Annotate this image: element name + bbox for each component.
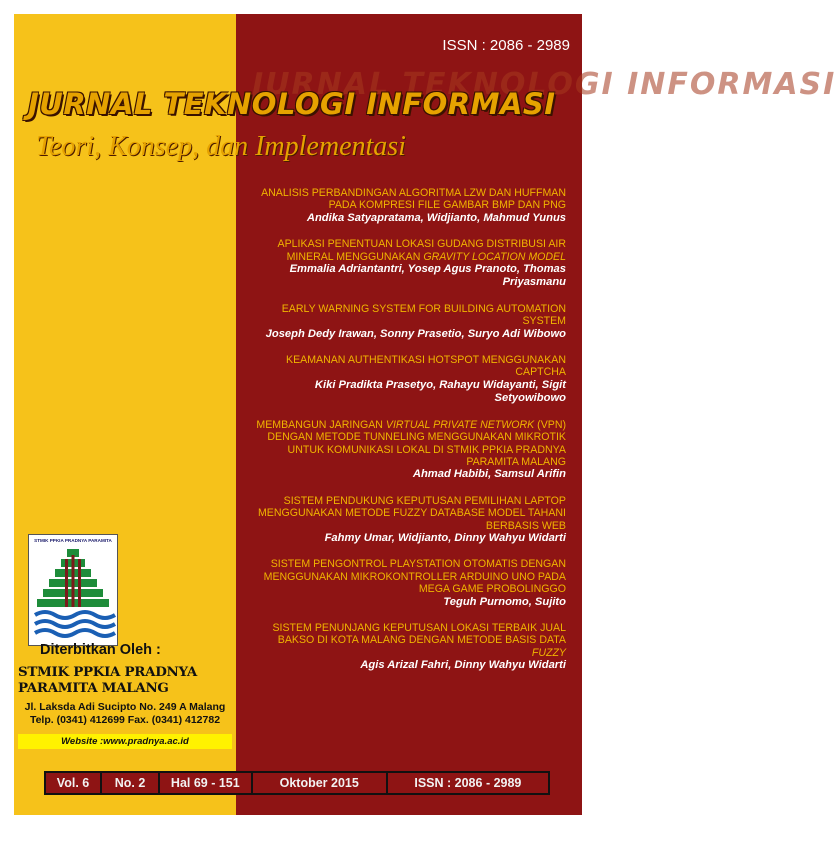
publisher-website[interactable]: Website :www.pradnya.ac.id: [18, 734, 232, 749]
article-item[interactable]: [246, 238, 566, 290]
article-item[interactable]: [246, 622, 566, 673]
article-authors: Emmalia Adriantantri, Yosep Agus Pranoto, Thomas Priyasmanu: [289, 263, 566, 289]
publisher-address: Jl. Laksda Adi Sucipto No. 249 A Malang: [24, 701, 226, 713]
date-cell: Oktober 2015: [251, 771, 388, 795]
publisher-contact: [14, 701, 236, 727]
published-by-label: Diterbitkan Oleh :: [40, 642, 161, 658]
pages-cell: Hal 69 - 151: [158, 771, 253, 795]
article-authors: Kiki Pradikta Prasetyo, Rahayu Widayanti, Sigit Setyowibowo: [314, 378, 566, 405]
article-item[interactable]: [246, 495, 566, 546]
article-title: SISTEM PENGONTROL PLAYSTATION OTOMATIS DENGAN MENGGUNAKAN MIKROKONTROLLER ARDUINO UNO PADA MEGA GAME PROBOLINGGO: [263, 558, 566, 596]
article-item[interactable]: [246, 419, 566, 482]
article-title: SISTEM PENDUKUNG KEPUTUSAN PEMILIHAN LAPTOP MENGGUNAKAN METODE FUZZY DATABASE MODEL TAHANI BERBASIS WEB: [257, 494, 566, 532]
article-item[interactable]: [246, 303, 566, 341]
journal-title: JURNAL TEKNOLOGI INFORMASI: [28, 87, 556, 121]
article-list: [246, 187, 566, 686]
journal-subtitle: Teori, Konsep, dan Implementasi: [36, 131, 406, 162]
publisher-phone: Telp. (0341) 412699 Fax. (0341) 412782: [29, 714, 221, 726]
article-item[interactable]: [246, 558, 566, 609]
title-watermark: JURNAL TEKNOLOGI INFORMASI: [252, 67, 836, 102]
logo-text: STMIK PPKIA PRADNYA PARAMITA: [34, 538, 112, 543]
issn-top: ISSN : 2086 - 2989: [442, 37, 570, 54]
article-authors: Joseph Dedy Irawan, Sonny Prasetio, Suryo Adi Wibowo: [265, 327, 566, 340]
article-item[interactable]: [246, 354, 566, 406]
publisher-name: STMIK PPKIA PRADNYA PARAMITA MALANG: [18, 664, 197, 696]
article-authors: Teguh Purnomo, Sujito: [443, 595, 566, 608]
issue-info-bar: [44, 771, 550, 795]
article-authors: Andika Satyapratama, Widjianto, Mahmud Yunus: [306, 211, 566, 224]
journal-cover: [14, 14, 836, 815]
article-title: KEAMANAN AUTHENTIKASI HOTSPOT MENGGUNAKAN CAPTCHA: [286, 354, 566, 379]
article-title: MEMBANGUN JARINGAN VIRTUAL PRIVATE NETWORK (VPN) DENGAN METODE TUNNELING MENGGUNAKAN MIKROTIK UNTUK KOMUNIKASI LOKAL DI STMIK PPKIA PRADNYA PARAMITA MALANG: [256, 418, 566, 468]
pyramid-wave-icon: [29, 535, 117, 645]
article-title: EARLY WARNING SYSTEM FOR BUILDING AUTOMATION SYSTEM: [281, 302, 566, 328]
article-authors: Ahmad Habibi, Samsul Arifin: [412, 468, 566, 481]
article-authors: Agis Arizal Fahri, Dinny Wahyu Widarti: [360, 659, 566, 672]
article-title: SISTEM PENUNJANG KEPUTUSAN LOKASI TERBAIK JUAL BAKSO DI KOTA MALANG DENGAN METODE BASIS DATA FUZZY: [272, 621, 566, 659]
article-authors: Fahmy Umar, Widjianto, Dinny Wahyu Widarti: [324, 531, 566, 544]
article-title: ANALISIS PERBANDINGAN ALGORITMA LZW DAN HUFFMAN PADA KOMPRESI FILE GAMBAR BMP DAN PNG: [261, 187, 566, 212]
number-cell: No. 2: [100, 771, 160, 795]
article-title: APLIKASI PENENTUAN LOKASI GUDANG DISTRIBUSI AIR MINERAL MENGGUNAKAN GRAVITY LOCATION MODEL: [277, 238, 566, 263]
volume-cell: Vol. 6: [44, 771, 102, 795]
article-item[interactable]: [246, 187, 566, 225]
issn-cell: ISSN : 2086 - 2989: [386, 771, 550, 795]
institution-logo: [28, 534, 118, 646]
